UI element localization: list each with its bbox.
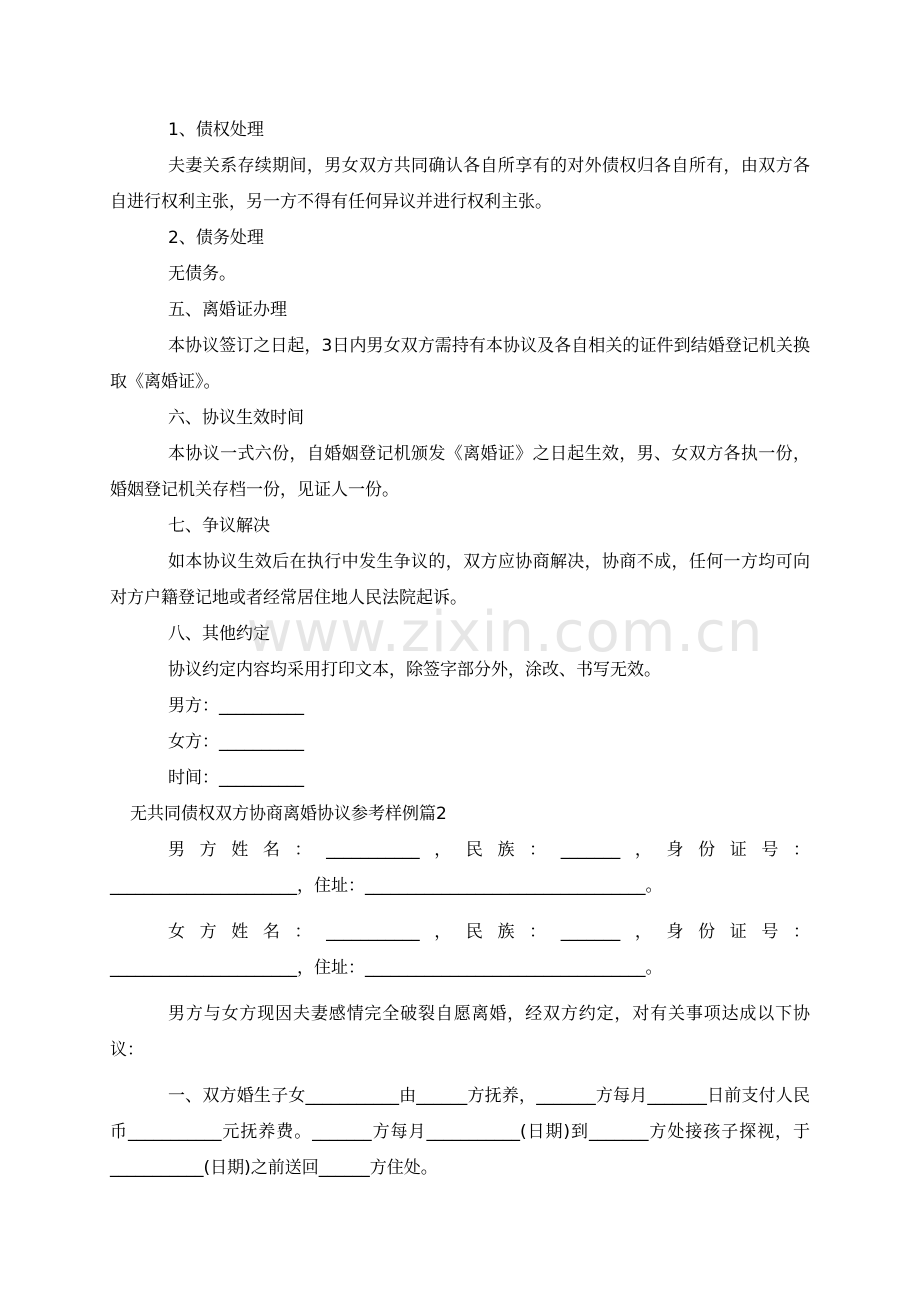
female-info-line2: ______________________，住址：_________________________________。 — [110, 958, 663, 978]
male-info-token: 号 — [761, 840, 779, 860]
female-info-token: 姓 — [231, 922, 249, 942]
paragraph-child-custody: 一、双方婚生子女___________由______方抚养，_______方每月_______日前支付人民币___________元抚养费。_______方每月___________(日期)到_______方处接孩子探视，于___________(日期)之前送回______方住处。 — [110, 1086, 810, 1178]
female-info-token: 方 — [199, 922, 217, 942]
paragraph-debt-rights: 夫妻关系存续期间，男女双方共同确认各自所享有的对外债权归各自所有，由双方各自进行权利主张，另一方不得有任何异议并进行权利主张。 — [110, 156, 810, 212]
male-info-token: 族 — [497, 840, 515, 860]
paragraph-dispute-resolution: 如本协议生效后在执行中发生争议的，双方应协商解决，协商不成，任何一方均可向对方户籍登记地或者经常居住地人民法院起诉。 — [110, 552, 810, 608]
female-info-token: ， — [434, 922, 452, 942]
male-name-blank: ___________ — [326, 840, 420, 860]
male-info-token: ， — [634, 840, 652, 860]
female-info-token: 女 — [168, 922, 185, 942]
male-info-token: 方 — [199, 840, 217, 860]
male-info-token: 姓 — [231, 840, 249, 860]
sample-title: 无共同债权双方协商离婚协议参考样例篇2 — [130, 804, 447, 824]
male-info-token: ： — [529, 840, 547, 860]
female-info-token: 名 — [262, 922, 280, 942]
female-info-token: 证 — [729, 922, 747, 942]
male-info-line1 — [110, 832, 810, 868]
male-info-token: 民 — [465, 840, 483, 860]
female-info-token: 族 — [497, 922, 515, 942]
signature-time: 时间：__________ — [168, 768, 304, 788]
male-info-token: 份 — [698, 840, 716, 860]
female-info-token: 民 — [465, 922, 483, 942]
female-info-token: ： — [294, 922, 312, 942]
paragraph-divorce-certificate: 本协议签订之日起，3日内男女双方需持有本协议及各自相关的证件到结婚登记机关换取《离婚证》。 — [110, 336, 810, 392]
signature-female: 女方：__________ — [168, 732, 304, 752]
male-info-token: 男 — [168, 840, 185, 860]
heading-dispute-resolution: 七、争议解决 — [168, 516, 270, 536]
heading-divorce-certificate: 五、离婚证办理 — [168, 300, 287, 320]
female-ethnicity-blank: _______ — [560, 922, 621, 942]
male-info-token: ： — [294, 840, 312, 860]
paragraph-intro: 男方与女方现因夫妻感情完全破裂自愿离婚，经双方约定，对有关事项达成以下协议： — [110, 1004, 810, 1060]
male-info-token: 名 — [262, 840, 280, 860]
male-ethnicity-blank: _______ — [560, 840, 621, 860]
female-info-token: ： — [529, 922, 547, 942]
watermark: www.zixin.com.cn — [246, 600, 764, 665]
heading-debt-rights: 1、债权处理 — [168, 120, 264, 140]
male-info-token: ， — [434, 840, 452, 860]
paragraph-debt-obligations: 无债务。 — [168, 264, 236, 284]
heading-other-terms: 八、其他约定 — [168, 624, 270, 644]
paragraph-effective-time: 本协议一式六份，自婚姻登记机颁发《离婚证》之日起生效，男、女双方各执一份，婚姻登记机关存档一份，见证人一份。 — [110, 444, 810, 500]
male-info-token: 证 — [729, 840, 747, 860]
female-info-token: ， — [634, 922, 652, 942]
male-info-line2: ______________________，住址：_________________________________。 — [110, 876, 663, 896]
male-info-token: ： — [793, 840, 810, 860]
female-info-token: 号 — [761, 922, 779, 942]
female-info-line1 — [110, 914, 810, 950]
male-info-token: 身 — [666, 840, 684, 860]
female-info-token: 身 — [666, 922, 684, 942]
female-info-token: 份 — [698, 922, 716, 942]
document-body — [110, 112, 810, 1186]
female-name-blank: ___________ — [326, 922, 420, 942]
paragraph-other-terms: 协议约定内容均采用打印文本，除签字部分外，涂改、书写无效。 — [168, 660, 661, 680]
signature-male: 男方：__________ — [168, 696, 304, 716]
heading-debt-obligations: 2、债务处理 — [168, 228, 264, 248]
female-info-token: ： — [793, 922, 810, 942]
heading-effective-time: 六、协议生效时间 — [168, 408, 304, 428]
